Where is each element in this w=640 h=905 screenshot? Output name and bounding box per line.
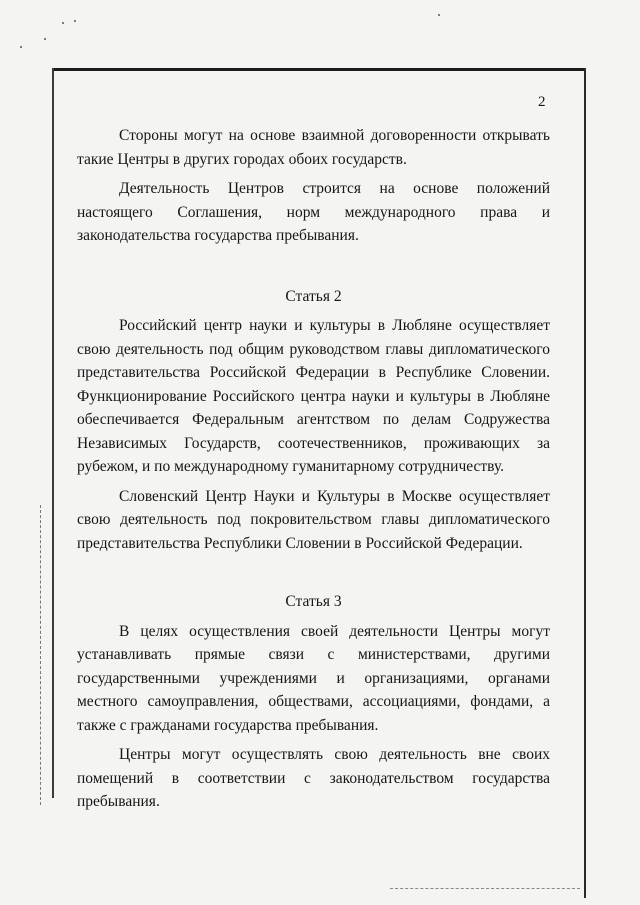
scan-speck bbox=[74, 20, 76, 22]
scan-margin-marks bbox=[40, 505, 42, 805]
page-frame-right bbox=[584, 68, 586, 898]
paragraph: В целях осуществления своей деятельности Центры могут устанавливать прямые связи с министерствами, другими государственными учреждениями и организациями, органами местного самоуправления, обществами, ассоциациями, фондами, а также с гражданами государства пребывания. bbox=[77, 622, 550, 734]
page-frame-left bbox=[52, 68, 54, 798]
article-heading: Статья 2 bbox=[285, 287, 342, 305]
page-frame-top bbox=[52, 68, 585, 71]
scan-speck bbox=[44, 38, 46, 40]
paragraph: Деятельность Центров строится на основе положений настоящего Соглашения, норм международного права и законодательства государства пребывания. bbox=[77, 180, 550, 244]
page-frame-bottom bbox=[390, 888, 580, 890]
document-body bbox=[77, 124, 550, 814]
paragraph: Словенский Центр Науки и Культуры в Москве осуществляет свою деятельность под покровительством главы дипломатического представительства Республики Словении в Российской Федерации. bbox=[77, 487, 550, 552]
paragraph: Российский центр науки и культуры в Любляне осуществляет свою деятельность под общим руководством главы дипломатического представительства Российской Федерации в Республике Словении. Функционирование Российского центра науки и культуры в Любляне обеспечивается Федеральным агентством по делам Содружества Независимых Государств, соотечественников, проживающих за рубежом, и по международному гуманитарному сотрудничеству. bbox=[77, 317, 550, 475]
scan-speck bbox=[20, 46, 22, 48]
scan-speck bbox=[438, 14, 440, 16]
paragraph: Стороны могут на основе взаимной договоренности открывать такие Центры в других городах обоих государств. bbox=[77, 127, 550, 168]
page-number: 2 bbox=[538, 94, 546, 110]
scan-speck bbox=[62, 22, 64, 24]
article-heading: Статья 3 bbox=[285, 593, 342, 610]
paragraph: Центры могут осуществлять свою деятельность вне своих помещений в соответствии с законодательством государства пребывания. bbox=[77, 746, 550, 810]
